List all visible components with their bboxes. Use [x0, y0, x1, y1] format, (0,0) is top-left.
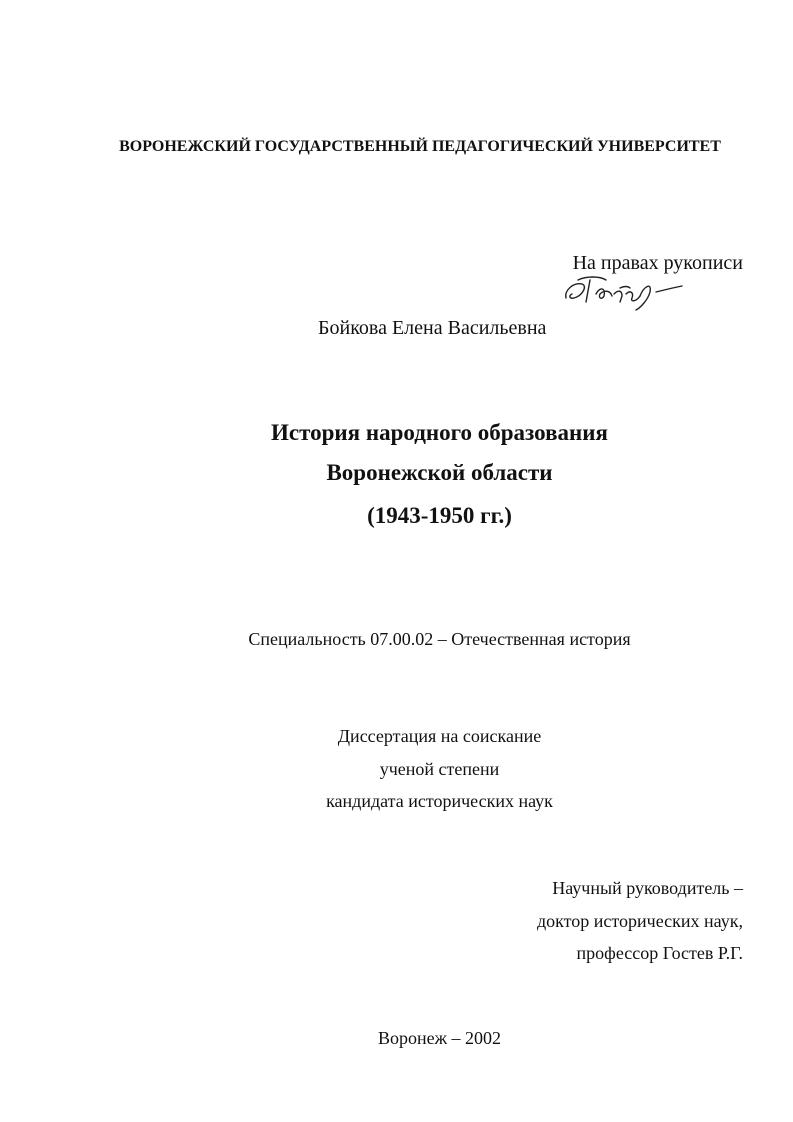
dissertation-degree-line-2: ученой степени [379, 759, 500, 779]
dissertation-title-line-1: История народного образования [271, 420, 608, 445]
manuscript-rights-note: На правах рукописи [572, 252, 743, 274]
city-year: Воронеж – 2002 [377, 1028, 502, 1048]
specialty-line: Специальность 07.00.02 – Отечественная история [248, 629, 631, 649]
advisor-name: профессор Гостев Р.Г. [576, 943, 743, 963]
dissertation-degree-line-1: Диссертация на соискание [337, 726, 542, 746]
dissertation-title-line-2: Воронежской области [326, 460, 553, 485]
dissertation-degree-line-3: кандидата исторических наук [326, 791, 553, 811]
dissertation-title-years: (1943-1950 гг.) [367, 503, 512, 528]
advisor-degree: доктор исторических наук, [537, 911, 743, 931]
advisor-role: Научный руководитель – [552, 878, 743, 898]
author-name: Бойкова Елена Васильевна [318, 317, 547, 339]
handwritten-signature [560, 272, 690, 312]
university-name: ВОРОНЕЖСКИЙ ГОСУДАРСТВЕННЫЙ ПЕДАГОГИЧЕСКИЙ УНИВЕРСИТЕТ [119, 138, 721, 155]
